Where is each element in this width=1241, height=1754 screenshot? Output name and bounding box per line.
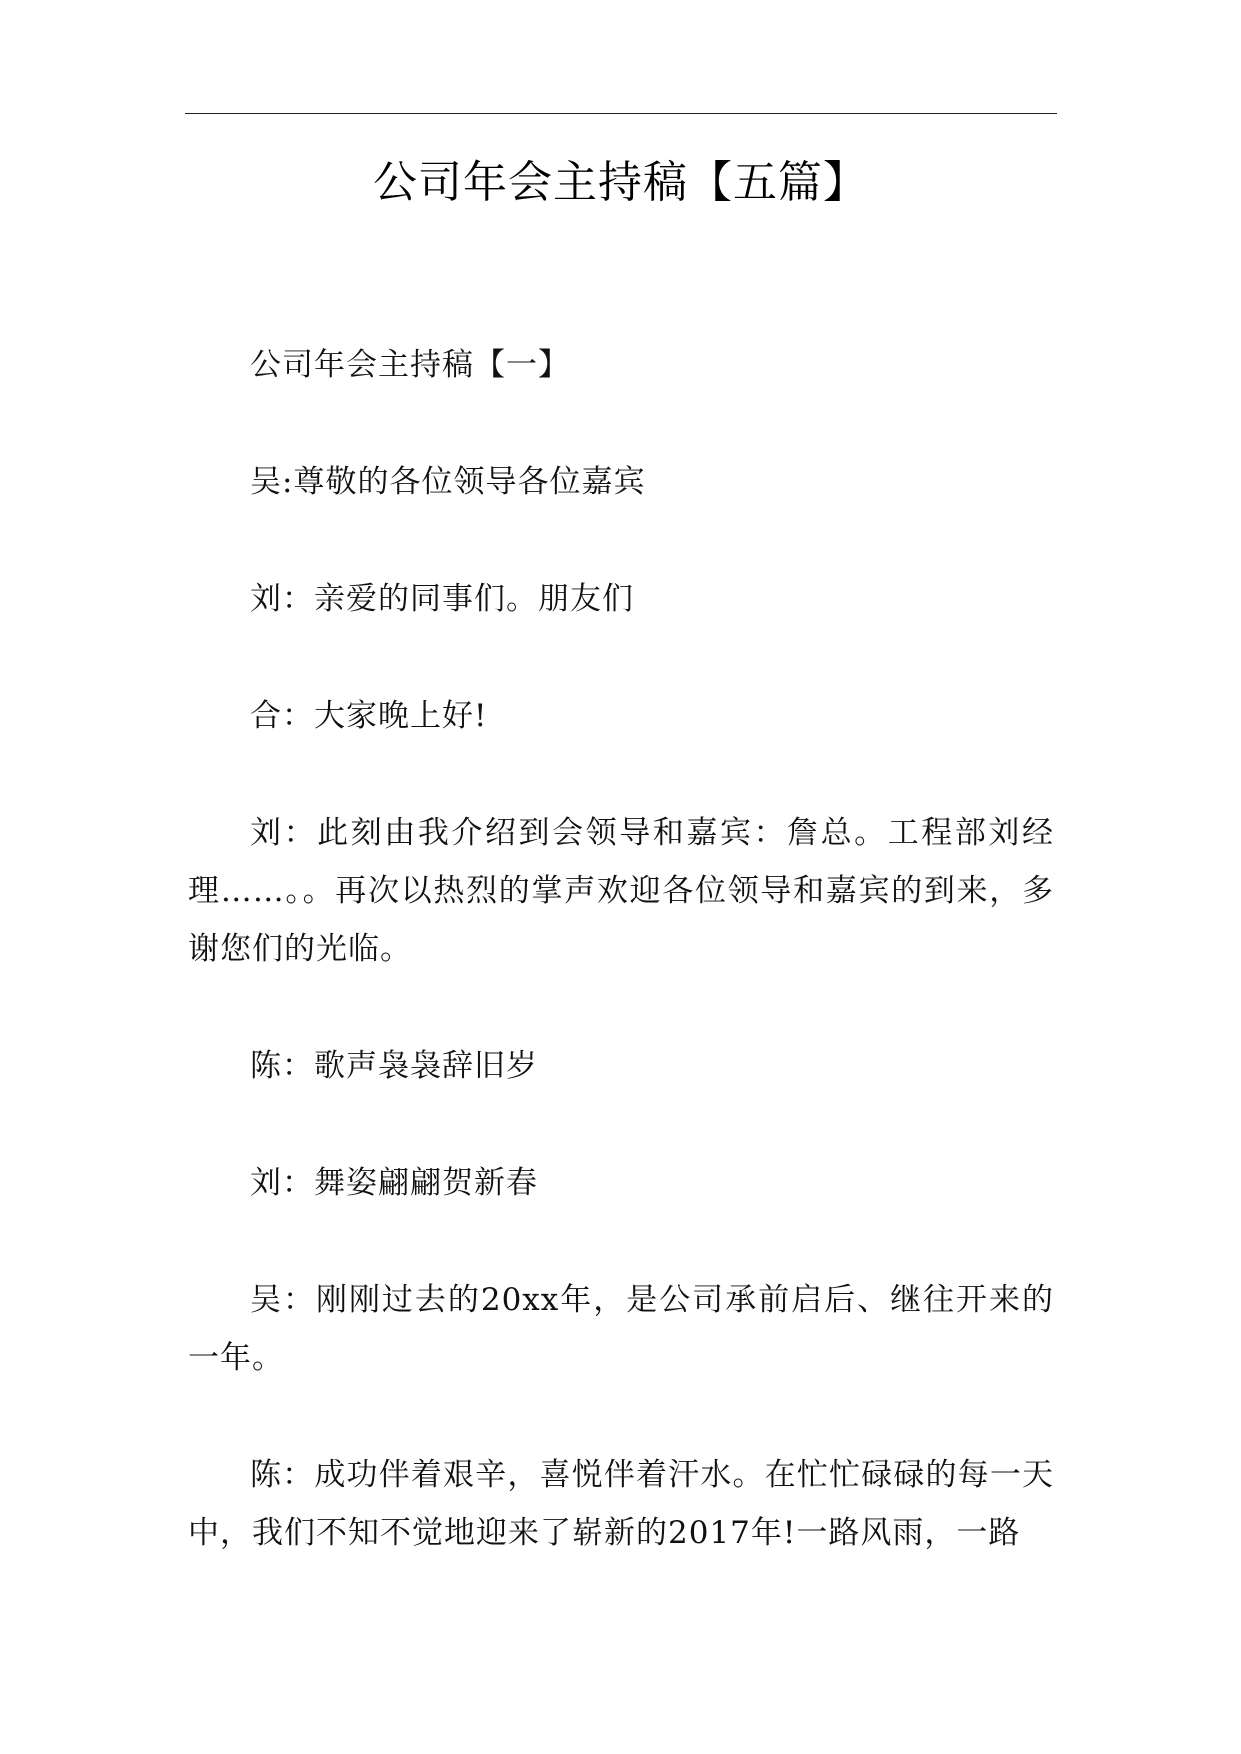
paragraph: 陈：歌声袅袅辞旧岁 [250,1048,538,1084]
paragraph: 刘：此刻由我介绍到会领导和嘉宾：詹总。工程部刘经理……。。再次以热烈的掌声欢迎各位领导和嘉宾的到来，多谢您们的光临。 [188,815,1054,967]
document-body [188,336,1054,1621]
paragraph: 刘：舞姿翩翩贺新春 [250,1165,538,1201]
paragraph: 合：大家晚上好! [250,698,488,734]
paragraph: 刘：亲爱的同事们。朋友们 [250,581,634,617]
paragraph: 吴:尊敬的各位领导各位嘉宾 [250,464,646,500]
document-title: 公司年会主持稿【五篇】 [373,157,868,208]
header-rule [185,113,1057,114]
paragraph: 吴：刚刚过去的20xx年，是公司承前启后、继往开来的一年。 [188,1282,1054,1376]
paragraph: 陈：成功伴着艰辛，喜悦伴着汗水。在忙忙碌碌的每一天中，我们不知不觉地迎来了崭新的2017年!一路风雨，一路 [188,1457,1054,1551]
section-heading: 公司年会主持稿【一】 [250,347,570,383]
